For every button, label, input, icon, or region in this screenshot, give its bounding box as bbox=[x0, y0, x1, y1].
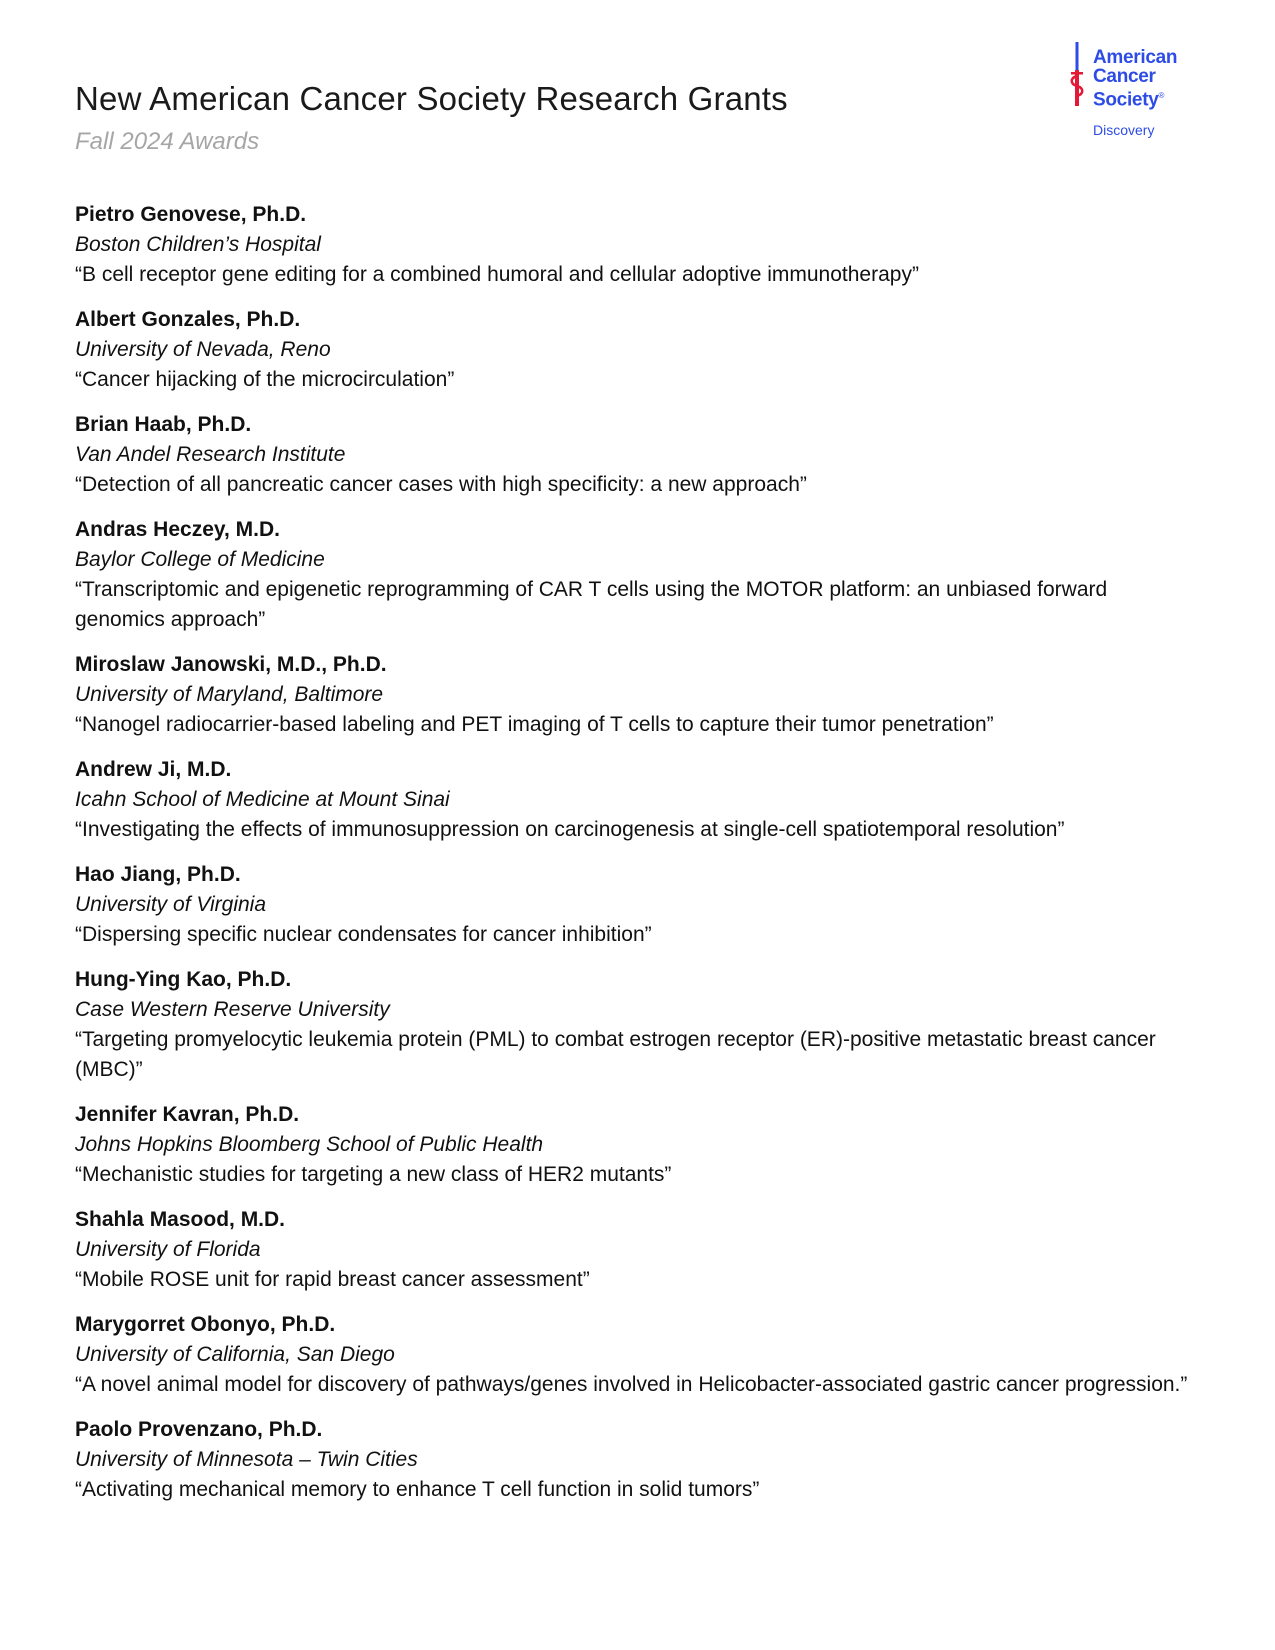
project-title: “B cell receptor gene editing for a combined humoral and cellular adoptive immunotherapy” bbox=[75, 263, 919, 286]
project-title: “Activating mechanical memory to enhance T cell function in solid tumors” bbox=[75, 1478, 760, 1501]
awardee-institution: Case Western Reserve University bbox=[75, 998, 390, 1021]
page-subtitle: Fall 2024 Awards bbox=[75, 128, 260, 155]
award-entry bbox=[75, 755, 1200, 845]
awardee-institution: University of Maryland, Baltimore bbox=[75, 683, 384, 706]
awardee-institution: University of Florida bbox=[75, 1238, 261, 1261]
awardee-name: Miroslaw Janowski, M.D., Ph.D. bbox=[75, 653, 387, 676]
awardee-name: Pietro Genovese, Ph.D. bbox=[75, 203, 307, 226]
project-title: “Targeting promyelocytic leukemia protein (PML) to combat estrogen receptor (ER)-positive metastatic breast cancer (MBC)” bbox=[75, 1028, 1156, 1081]
awardee-name: Hung-Ying Kao, Ph.D. bbox=[75, 968, 292, 991]
project-title: “Cancer hijacking of the microcirculation” bbox=[75, 368, 455, 391]
awardee-institution: Johns Hopkins Bloomberg School of Public Health bbox=[75, 1133, 544, 1156]
awardee-institution: University of Minnesota – Twin Cities bbox=[75, 1448, 418, 1471]
awardee-institution: University of California, San Diego bbox=[75, 1343, 395, 1366]
project-title: “Nanogel radiocarrier-based labeling and PET imaging of T cells to capture their tumor penetration” bbox=[75, 713, 994, 736]
acs-logo bbox=[1066, 42, 1206, 142]
logo-tagline: Discovery bbox=[1093, 122, 1155, 138]
award-entry bbox=[75, 1205, 1200, 1295]
award-entry bbox=[75, 305, 1200, 395]
awardee-institution: Baylor College of Medicine bbox=[75, 548, 325, 571]
award-entry bbox=[75, 1100, 1200, 1190]
project-title: “Transcriptomic and epigenetic reprogramming of CAR T cells using the MOTOR platform: an unbiased forward genomics approach” bbox=[75, 578, 1108, 631]
awardee-institution: Icahn School of Medicine at Mount Sinai bbox=[75, 788, 450, 811]
awardee-name: Jennifer Kavran, Ph.D. bbox=[75, 1103, 300, 1126]
logo-word-society: Society® bbox=[1093, 89, 1165, 111]
award-entry bbox=[75, 200, 1200, 290]
awards-list bbox=[75, 200, 1200, 1520]
award-entry bbox=[75, 1310, 1200, 1400]
project-title: “Investigating the effects of immunosuppression on carcinogenesis at single-cell spatiotemporal resolution” bbox=[75, 818, 1065, 841]
awardee-institution: Boston Children’s Hospital bbox=[75, 233, 321, 256]
awardee-institution: University of Virginia bbox=[75, 893, 267, 916]
project-title: “Dispersing specific nuclear condensates for cancer inhibition” bbox=[75, 923, 652, 946]
awardee-name: Marygorret Obonyo, Ph.D. bbox=[75, 1313, 336, 1336]
awardee-name: Andras Heczey, M.D. bbox=[75, 518, 281, 541]
logo-word-american: American bbox=[1093, 47, 1178, 68]
project-title: “Mechanistic studies for targeting a new class of HER2 mutants” bbox=[75, 1163, 672, 1186]
project-title: “Detection of all pancreatic cancer cases with high specificity: a new approach” bbox=[75, 473, 807, 496]
awardee-name: Brian Haab, Ph.D. bbox=[75, 413, 252, 436]
award-entry bbox=[75, 1415, 1200, 1505]
awardee-name: Andrew Ji, M.D. bbox=[75, 758, 232, 781]
page-title: New American Cancer Society Research Grants bbox=[75, 80, 788, 117]
sword-icon bbox=[1066, 42, 1088, 108]
awardee-name: Albert Gonzales, Ph.D. bbox=[75, 308, 301, 331]
award-entry bbox=[75, 410, 1200, 500]
award-entry bbox=[75, 515, 1200, 635]
project-title: “Mobile ROSE unit for rapid breast cancer assessment” bbox=[75, 1268, 590, 1291]
awardee-name: Paolo Provenzano, Ph.D. bbox=[75, 1418, 323, 1441]
awardee-name: Shahla Masood, M.D. bbox=[75, 1208, 286, 1231]
logo-word-cancer: Cancer bbox=[1093, 66, 1156, 87]
award-entry bbox=[75, 650, 1200, 740]
award-entry bbox=[75, 965, 1200, 1085]
awardee-institution: Van Andel Research Institute bbox=[75, 443, 346, 466]
award-entry bbox=[75, 860, 1200, 950]
awardee-institution: University of Nevada, Reno bbox=[75, 338, 331, 361]
awardee-name: Hao Jiang, Ph.D. bbox=[75, 863, 241, 886]
project-title: “A novel animal model for discovery of pathways/genes involved in Helicobacter-associated gastric cancer progression.” bbox=[75, 1373, 1188, 1396]
